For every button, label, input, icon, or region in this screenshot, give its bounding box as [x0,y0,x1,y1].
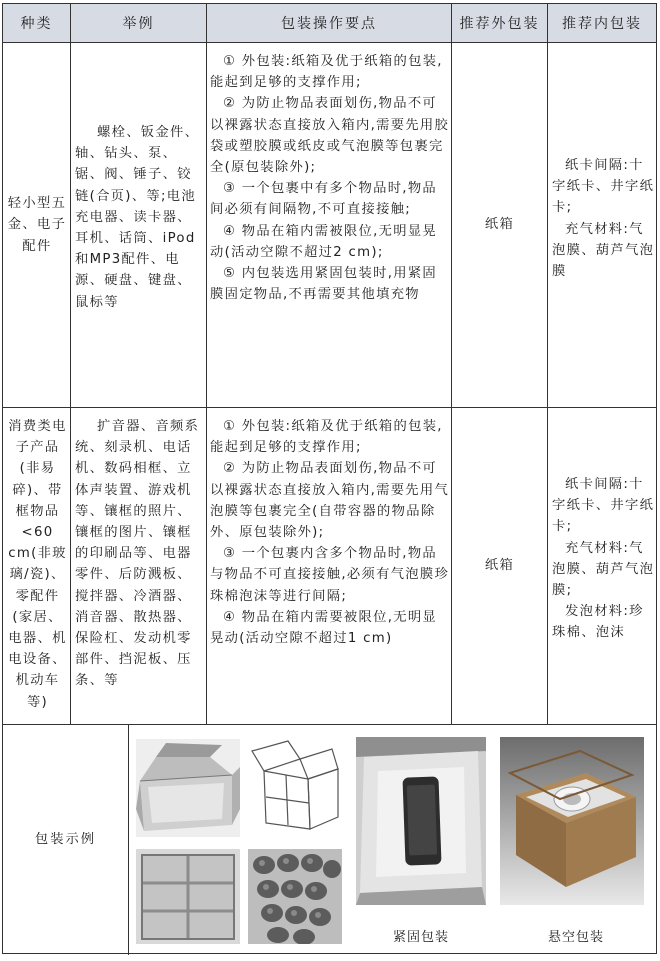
row2-outer-packaging: 纸箱 [484,558,515,574]
row1-point-3: ③ 一个包裹中有多个物品时,物品间必须有间隔物,不可直接接触; [210,181,438,218]
row2-inner-2: 充气材料:气泡膜、葫芦气泡膜; [552,540,655,599]
row2-point-2: ② 为防止物品表面划伤,物品不可以裸露状态直接放入箱内,需要先用气泡膜等包裹完全(自带容器的物品除外、原包装除外); [210,461,450,541]
header-key-points: 包装操作要点 [281,16,377,32]
row2-point-1: ① 外包装:纸箱及优于纸箱的包装,能起到足够的支撑作用; [210,419,443,456]
example-row-label: 包装示例 [34,832,97,848]
packaging-table [2,3,657,954]
row1-key-points [210,51,450,406]
row2-examples: 扩音器、音频系统、刻录机、电话机、数码相框、立体声装置、游戏机等、镶框的照片、镶框的图片、镶框的印刷品等、电器零件、后防溅板、搅拌器、冷酒器、消音器、散热器、保险杠、发动机零部件、挡泥板、压条、等 [75,419,200,689]
row1-inner-packaging [552,155,656,305]
suspended-packaging-caption: 悬空包装 [548,930,605,945]
row1-point-1: ① 外包装:纸箱及优于纸箱的包装,能起到足够的支撑作用; [210,54,443,91]
row1-point-5: ⑤ 内包装选用紧固包装时,用紧固膜固定物品,不再需要其他填充物 [210,266,438,303]
row1-inner-1: 纸卡间隔:十字纸卡、井字纸卡; [552,158,655,216]
row1-point-4: ④ 物品在箱内需被限位,无明显晃动(活动空隙不超过2 cm); [210,223,438,260]
header-outer-packaging: 推荐外包装 [459,16,540,32]
row2-point-3: ③ 一个包裹内含多个物品时,物品与物品不可直接接触,必须有气泡膜珍珠棉泡沫等进行间隔; [210,546,450,604]
header-inner-packaging: 推荐内包装 [562,16,642,32]
row2-key-points [210,416,450,721]
secure-packaging-photo [356,737,486,905]
divider-box-photo [136,849,240,944]
box-sketch-photo [248,739,342,837]
row1-point-2: ② 为防止物品表面划伤,物品不可以裸露状态直接放入箱内,需要先用胶袋或塑胶膜或纸皮或气泡膜等包裹完全(原包装除外); [210,96,450,176]
suspended-packaging-photo [500,737,644,905]
secure-packaging-caption: 紧固包装 [393,930,450,945]
header-examples: 举例 [122,16,155,32]
row1-inner-2: 充气材料:气泡膜、葫芦气泡膜 [552,221,655,280]
row2-category: 消费类电子产品(非易碎)、带框物品<60 cm(非玻璃/瓷)、零配件(家居、电器、机电设备、机动车等) [8,419,67,710]
header-category: 种类 [20,16,53,32]
row2-inner-1: 纸卡间隔:十字纸卡、井字纸卡; [552,477,655,535]
row1-examples: 螺栓、钣金件、轴、钻头、泵、锯、阀、锤子、铰链(合页)、等;电池充电器、读卡器、耳机、话筒、iPod和MP3配件、电源、硬盘、键盘、鼠标等 [75,125,200,310]
row1-outer-packaging: 纸箱 [484,217,515,233]
row2-point-4: ④ 物品在箱内需要被限位,无明显晃动(活动空隙不超过1 cm) [210,609,438,647]
row1-category: 轻小型五金、电子配件 [7,196,67,254]
foam-box-photo [248,849,342,944]
open-box-photo [136,739,240,837]
row2-inner-packaging [552,474,656,654]
row2-inner-3: 发泡材料:珍珠棉、泡沫 [552,604,644,641]
